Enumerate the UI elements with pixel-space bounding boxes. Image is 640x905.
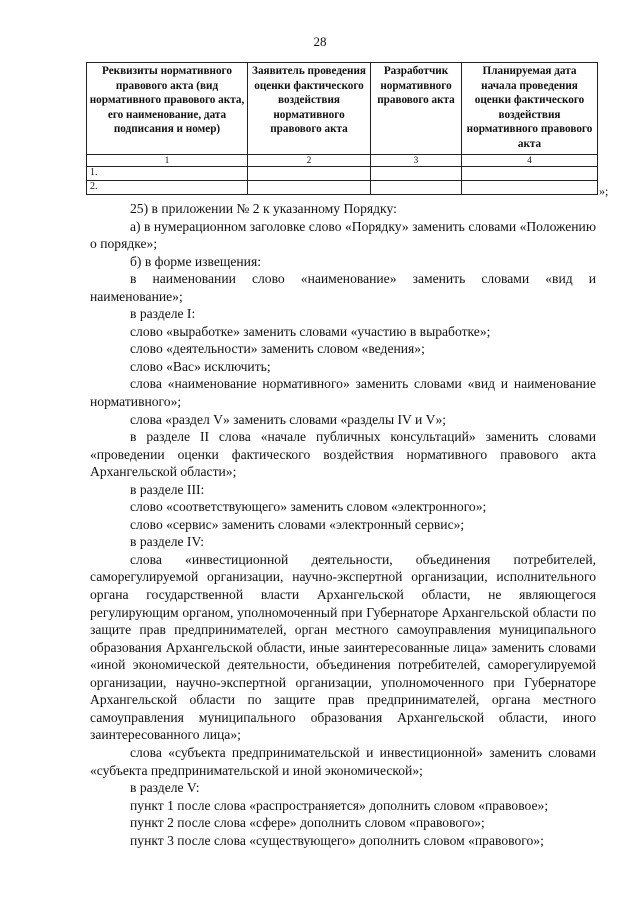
column-number: 3 [371, 154, 462, 166]
paragraph: в разделе I: [130, 306, 196, 322]
table-cell [248, 180, 371, 194]
header-planned-date: Планируемая дата начала проведения оценки фактического воздействия нормативного правового акта [462, 63, 598, 155]
paragraph: слова «раздел V» заменить словами «разделы IV и V»; [130, 411, 447, 427]
row-number: 2. [87, 180, 248, 194]
table-row [87, 180, 598, 194]
table-cell [371, 166, 462, 180]
paragraph: в разделе V: [130, 780, 200, 796]
requisites-table [86, 62, 598, 195]
header-applicant: Заявитель проведения оценки фактического воздействия нормативного правового акта [248, 63, 371, 155]
paragraph: слово «выработке» заменить словами «участию в выработке»; [130, 323, 491, 339]
paragraph: слово «сервис» заменить словами «электронный сервис»; [130, 516, 465, 532]
paragraph: а) в нумерационном заголовке слово «Порядку» заменить словами «Положению о порядке»; [90, 218, 596, 252]
column-number: 4 [462, 154, 598, 166]
table-row [87, 166, 598, 180]
paragraph: слово «Вас» исключить; [130, 358, 271, 374]
paragraph: в разделе IV: [130, 534, 205, 550]
paragraph: б) в форме извещения: [130, 253, 261, 269]
paragraph: слова «инвестиционной деятельности, объединения потребителей, саморегулируемой организации, научно-экспертной организации, исполнительного органа государственной власти Архангельской области, не являющегося регулирующим органом, уполномоченный при Губернаторе Архангельской области по защите прав предпринимателей, орган местного самоуправления муниципального образования Архангельской области, иные заинтересованные лица» заменить словами «иной экономической деятельности, объединения потребителей, саморегулируемой организации, научно-экспертной организации, уполномоченного при Губернаторе Архангельской области по защите прав предпринимателей, органа местного самоуправления муниципального образования Архангельской области, иного заинтересованного лица»; [90, 551, 596, 743]
paragraph: слово «соответствующего» заменить словом «электронного»; [130, 499, 487, 515]
paragraph: слова «наименование нормативного» заменить словами «вид и наименование нормативного»; [90, 376, 596, 410]
paragraph: в наименовании слово «наименование» заменить словами «вид и наименование»; [90, 271, 596, 304]
table-header-row [87, 63, 598, 155]
paragraph: пункт 1 после слова «распространяется» дополнить словом «правовое»; [130, 797, 549, 813]
table-closing-quote: »; [599, 184, 609, 198]
paragraph: в разделе II слова «начале публичных консультаций» заменить словами «проведении оценки фактического воздействия нормативного правового акта Архангельской области»; [90, 429, 596, 480]
column-numbers-row [87, 154, 598, 166]
paragraph: слово «деятельности» заменить словом «ведения»; [130, 341, 425, 357]
column-number: 2 [248, 154, 371, 166]
page-number: 28 [313, 34, 327, 49]
header-developer: Разработчик нормативного правового акта [371, 63, 462, 155]
paragraph: в разделе III: [130, 481, 205, 497]
column-number: 1 [87, 154, 248, 166]
paragraph: пункт 3 после слова «существующего» дополнить словом «правового»; [130, 832, 544, 848]
row-number: 1. [87, 166, 248, 180]
paragraph: 25) в приложении № 2 к указанному Порядку: [130, 201, 397, 216]
table-cell [462, 166, 598, 180]
table-cell [371, 180, 462, 194]
paragraph: слова «субъекта предпринимательской и инвестиционной» заменить словами «субъекта предпринимательской и иной экономической»; [90, 744, 596, 778]
table-cell [248, 166, 371, 180]
document-body [90, 200, 596, 849]
table-cell [462, 180, 598, 194]
header-requisites: Реквизиты нормативного правового акта (вид нормативного правового акта, его наименование, дата подписания и номер) [87, 63, 248, 155]
paragraph: пункт 2 после слова «сфере» дополнить словом «правового»; [130, 815, 485, 831]
